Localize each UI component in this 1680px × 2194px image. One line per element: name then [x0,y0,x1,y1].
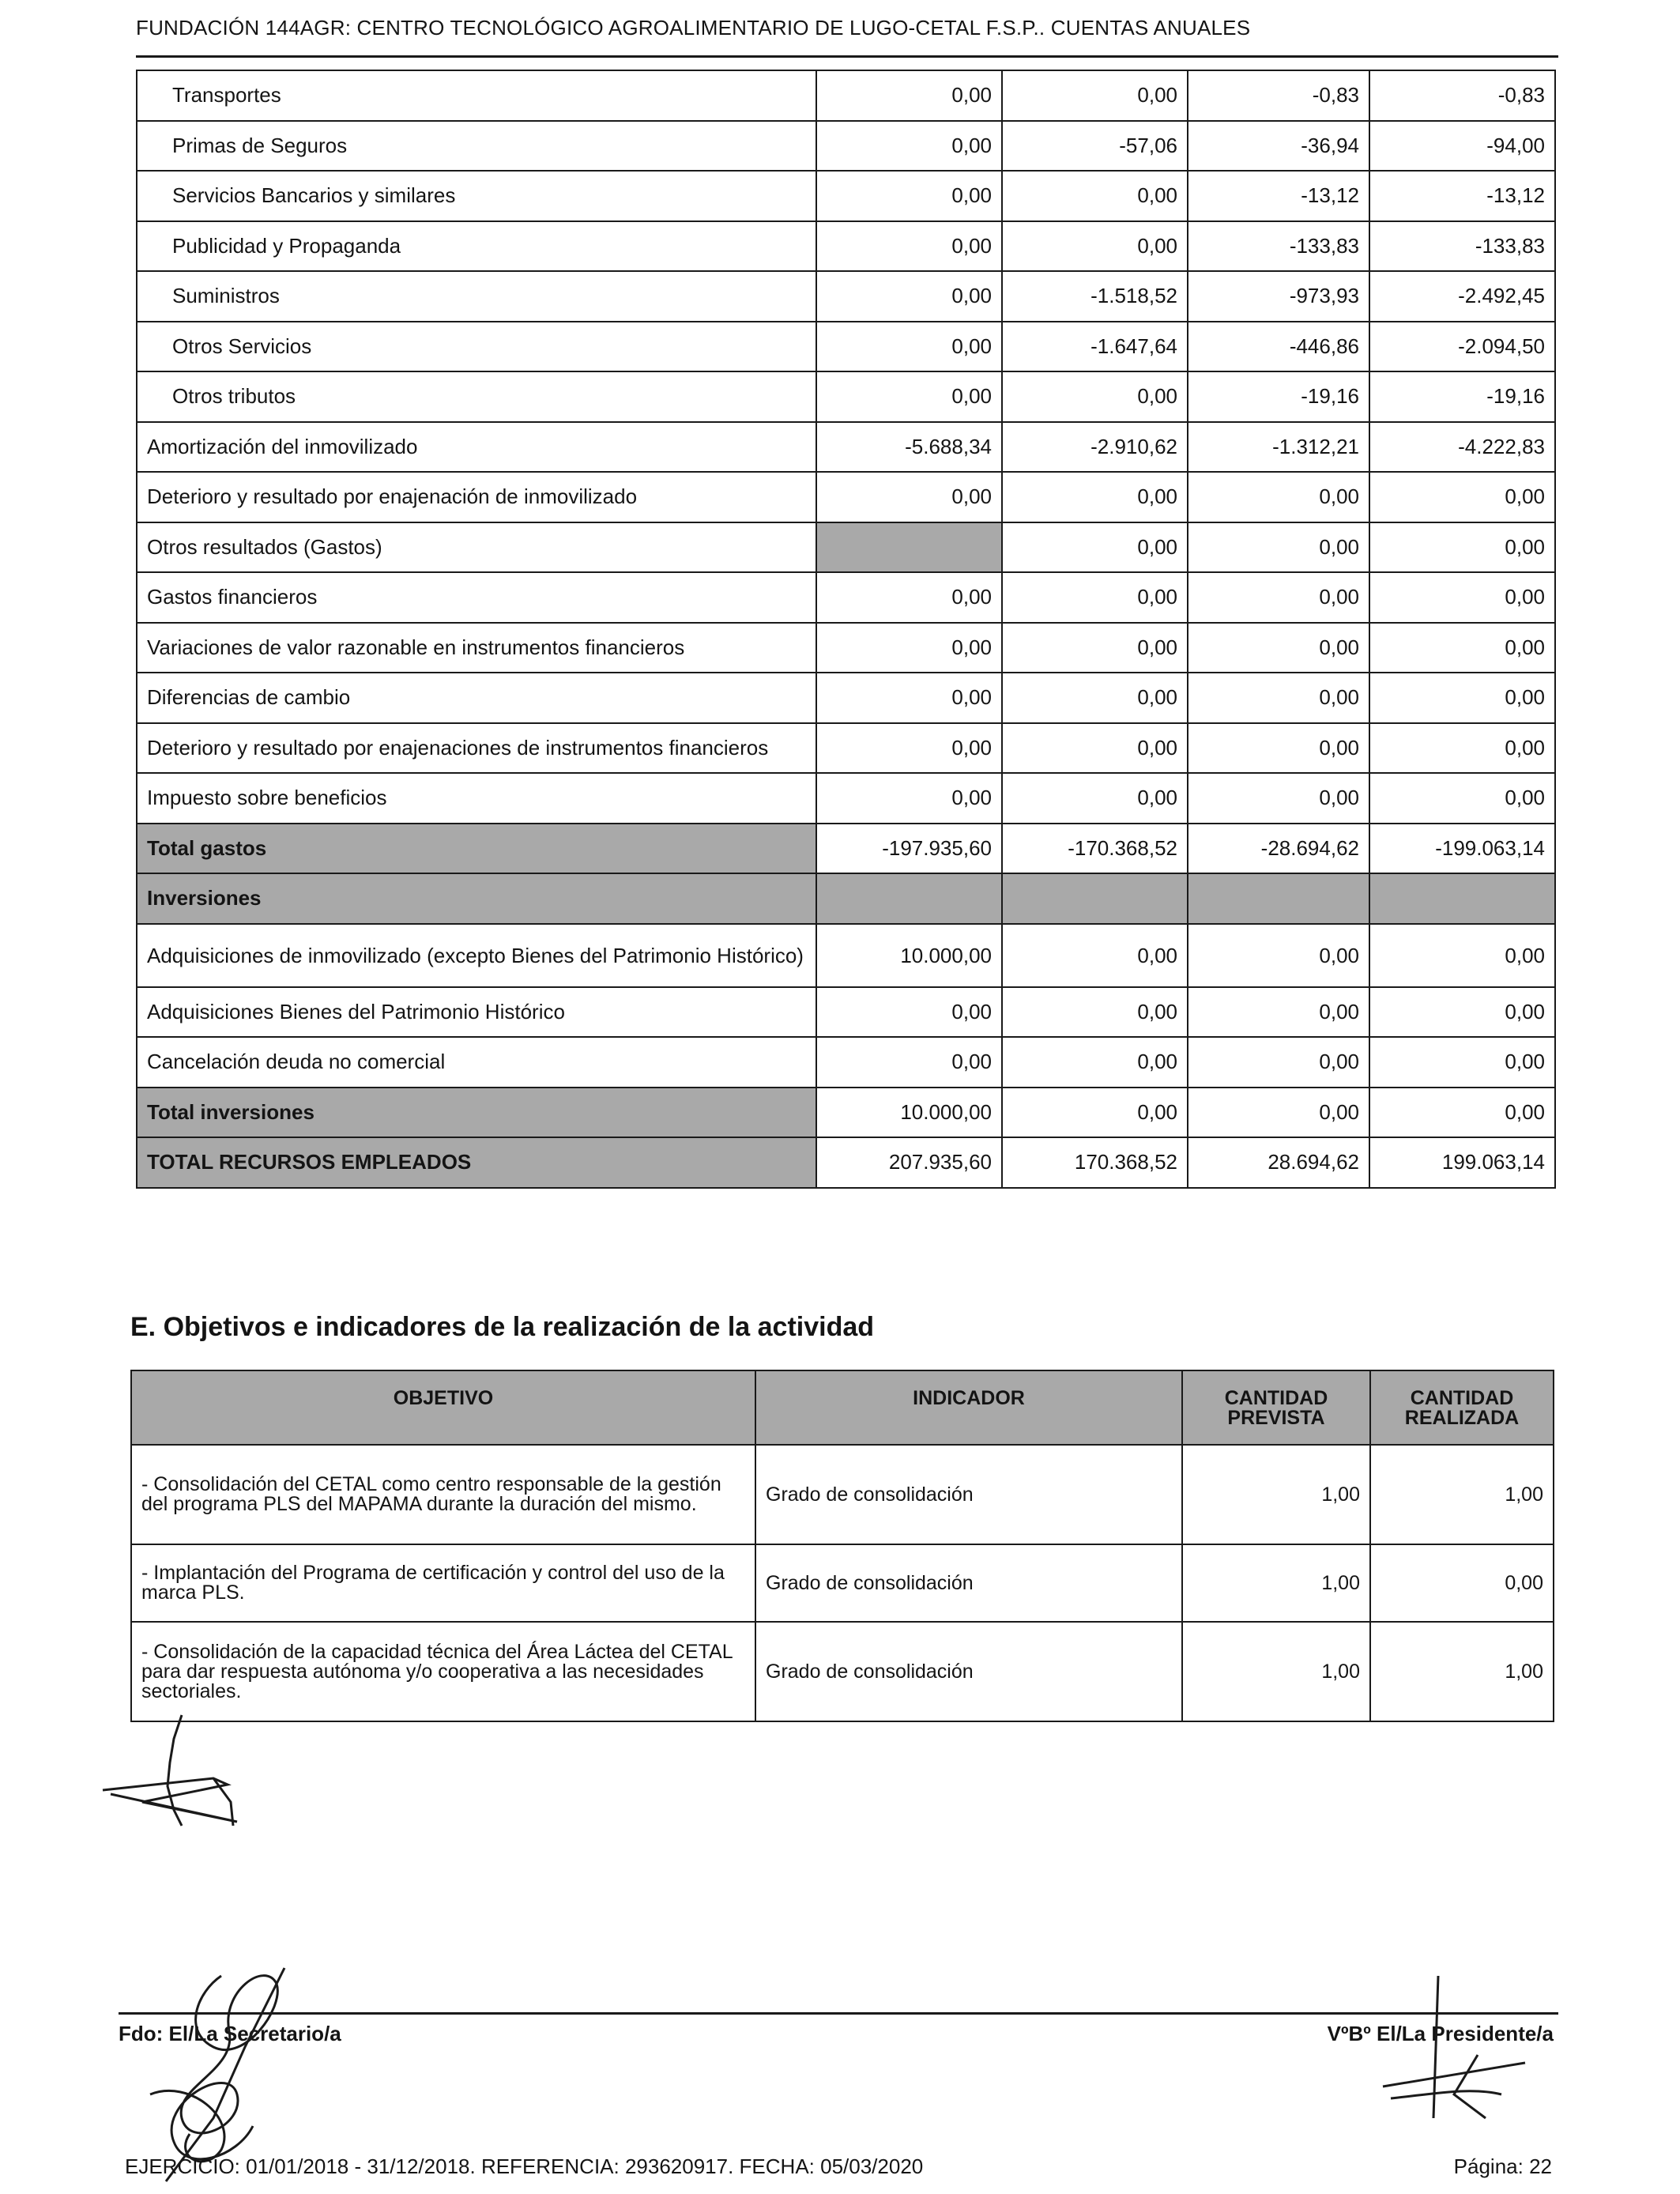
budget-value-col-1: 0,00 [816,322,1002,372]
budget-row-label: Total gastos [137,824,816,874]
budget-row-label: Otros tributos [137,371,816,422]
budget-value-col-3: 0,00 [1188,773,1369,824]
budget-value-col-3: 0,00 [1188,673,1369,723]
footer-reference: EJERCICIO: 01/01/2018 - 31/12/2018. REFERENCIA: 293620917. FECHA: 05/03/2020 [125,2154,924,2178]
budget-value-col-1: -197.935,60 [816,824,1002,874]
budget-value-col-2: 0,00 [1002,522,1188,573]
budget-value-col-4: -0,83 [1369,70,1555,121]
budget-value-col-1: 10.000,00 [816,924,1002,987]
budget-value-col-3: 0,00 [1188,1088,1369,1138]
budget-value-col-4: 0,00 [1369,522,1555,573]
signature-mark-left [95,1715,253,1834]
header-cantidad-realizada: CANTIDAD REALIZADA [1370,1370,1554,1445]
budget-row [137,522,1555,573]
header-rule [136,55,1558,58]
budget-value-col-1: 0,00 [816,271,1002,322]
budget-value-col-4: -13,12 [1369,171,1555,221]
budget-value-col-2: 0,00 [1002,1037,1188,1088]
budget-value-col-4: -94,00 [1369,121,1555,172]
budget-value-col-4: 0,00 [1369,472,1555,522]
objective-indicador: Grado de consolidación [755,1445,1182,1544]
budget-row-label: Transportes [137,70,816,121]
budget-row-label: Deterioro y resultado por enajenación de inmovilizado [137,472,816,522]
section-e-title: E. Objetivos e indicadores de la realización de la actividad [130,1312,875,1342]
objective-realizada: 1,00 [1370,1622,1554,1721]
budget-row [137,271,1555,322]
objective-row [131,1445,1554,1544]
budget-value-col-3: -0,83 [1188,70,1369,121]
budget-row [137,623,1555,673]
budget-row-label: Publicidad y Propaganda [137,221,816,272]
budget-value-col-4: 0,00 [1369,987,1555,1038]
budget-value-col-4: 0,00 [1369,924,1555,987]
budget-value-col-3: 28.694,62 [1188,1137,1369,1188]
budget-value-col-2: 0,00 [1002,723,1188,774]
budget-value-col-3: 0,00 [1188,924,1369,987]
signature-president [1375,1976,1533,2126]
budget-value-col-4: 0,00 [1369,723,1555,774]
budget-value-col-4: 0,00 [1369,1088,1555,1138]
budget-value-col-3: -1.312,21 [1188,422,1369,473]
budget-row [137,422,1555,473]
budget-value-col-2: 0,00 [1002,171,1188,221]
budget-value-col-4: -2.094,50 [1369,322,1555,372]
budget-value-col-1: 0,00 [816,472,1002,522]
objective-prevista: 1,00 [1182,1445,1370,1544]
objective-indicador: Grado de consolidación [755,1544,1182,1622]
budget-value-col-3: -13,12 [1188,171,1369,221]
header-cantidad-prevista: CANTIDAD PREVISTA [1182,1370,1370,1445]
budget-value-col-3: 0,00 [1188,723,1369,774]
budget-value-col-3: -36,94 [1188,121,1369,172]
budget-value-col-2: -57,06 [1002,121,1188,172]
budget-row [137,1137,1555,1188]
budget-value-col-2: 0,00 [1002,623,1188,673]
budget-value-col-1 [816,522,1002,573]
budget-value-col-3: 0,00 [1188,572,1369,623]
budget-value-col-4: 0,00 [1369,623,1555,673]
budget-value-col-3: 0,00 [1188,522,1369,573]
budget-row [137,824,1555,874]
budget-row [137,673,1555,723]
budget-value-col-3: -446,86 [1188,322,1369,372]
budget-row-label: Servicios Bancarios y similares [137,171,816,221]
objectives-header-row [131,1370,1554,1445]
objective-realizada: 1,00 [1370,1445,1554,1544]
objective-row [131,1544,1554,1622]
budget-value-col-2: 0,00 [1002,371,1188,422]
objective-realizada: 0,00 [1370,1544,1554,1622]
budget-row [137,924,1555,987]
budget-value-col-1: 0,00 [816,371,1002,422]
budget-value-col-2: -1.647,64 [1002,322,1188,372]
header-indicador: INDICADOR [755,1370,1182,1445]
objective-objetivo: - Implantación del Programa de certificación y control del uso de la marca PLS. [131,1544,755,1622]
budget-value-col-1: 0,00 [816,70,1002,121]
budget-row-label: Adquisiciones Bienes del Patrimonio Histórico [137,987,816,1038]
budget-value-col-2: 0,00 [1002,987,1188,1038]
budget-value-col-3: -133,83 [1188,221,1369,272]
president-signature-label: VºBº El/La Presidente/a [1327,2022,1554,2045]
budget-value-col-2: 0,00 [1002,924,1188,987]
budget-value-col-1: 0,00 [816,171,1002,221]
objective-objetivo: - Consolidación de la capacidad técnica del Área Láctea del CETAL para dar respuesta autónoma y/o cooperativa a las necesidades sectoriales. [131,1622,755,1721]
budget-value-col-4: 0,00 [1369,1037,1555,1088]
budget-row [137,773,1555,824]
budget-value-col-2 [1002,873,1188,924]
objective-prevista: 1,00 [1182,1622,1370,1721]
budget-value-col-1: 0,00 [816,221,1002,272]
budget-value-col-2: -170.368,52 [1002,824,1188,874]
budget-value-col-3: -19,16 [1188,371,1369,422]
budget-value-col-1: 0,00 [816,121,1002,172]
budget-row [137,987,1555,1038]
budget-row-label: Diferencias de cambio [137,673,816,723]
budget-value-col-1: 0,00 [816,987,1002,1038]
budget-row [137,322,1555,372]
budget-row [137,171,1555,221]
budget-value-col-2: 0,00 [1002,572,1188,623]
budget-row-label: Gastos financieros [137,572,816,623]
budget-value-col-3: -28.694,62 [1188,824,1369,874]
page-number: Página: 22 [1453,2154,1552,2178]
budget-row-label: TOTAL RECURSOS EMPLEADOS [137,1137,816,1188]
budget-value-col-2: 0,00 [1002,673,1188,723]
budget-value-col-1: -5.688,34 [816,422,1002,473]
budget-row-label: Otros Servicios [137,322,816,372]
budget-row-label: Adquisiciones de inmovilizado (excepto Bienes del Patrimonio Histórico) [137,924,816,987]
budget-value-col-4: -133,83 [1369,221,1555,272]
budget-row-label: Suministros [137,271,816,322]
budget-row-label: Total inversiones [137,1088,816,1138]
budget-value-col-4: -199.063,14 [1369,824,1555,874]
budget-value-col-1: 0,00 [816,773,1002,824]
budget-value-col-3: -973,93 [1188,271,1369,322]
budget-row-label: Inversiones [137,873,816,924]
budget-value-col-2: 0,00 [1002,1088,1188,1138]
budget-value-col-1: 0,00 [816,623,1002,673]
budget-row [137,121,1555,172]
budget-table [136,70,1556,1189]
budget-value-col-1: 207.935,60 [816,1137,1002,1188]
budget-value-col-4: 199.063,14 [1369,1137,1555,1188]
budget-value-col-3: 0,00 [1188,1037,1369,1088]
budget-value-col-4: -19,16 [1369,371,1555,422]
budget-value-col-4: 0,00 [1369,773,1555,824]
budget-row [137,70,1555,121]
budget-row [137,221,1555,272]
objectives-table [130,1370,1554,1722]
budget-row [137,723,1555,774]
budget-value-col-1: 10.000,00 [816,1088,1002,1138]
budget-row [137,371,1555,422]
budget-row-label: Primas de Seguros [137,121,816,172]
budget-row-label: Otros resultados (Gastos) [137,522,816,573]
budget-value-col-4 [1369,873,1555,924]
budget-value-col-1: 0,00 [816,673,1002,723]
objective-row [131,1622,1554,1721]
budget-row [137,873,1555,924]
budget-value-col-4: 0,00 [1369,673,1555,723]
page-header-title: FUNDACIÓN 144AGR: CENTRO TECNOLÓGICO AGROALIMENTARIO DE LUGO-CETAL F.S.P.. CUENTAS ANUALES [136,16,1251,40]
budget-value-col-3: 0,00 [1188,987,1369,1038]
objective-prevista: 1,00 [1182,1544,1370,1622]
budget-row-label: Cancelación deuda no comercial [137,1037,816,1088]
budget-value-col-2: -1.518,52 [1002,271,1188,322]
budget-value-col-2: 0,00 [1002,221,1188,272]
header-objetivo: OBJETIVO [131,1370,755,1445]
budget-value-col-3: 0,00 [1188,623,1369,673]
budget-value-col-2: 0,00 [1002,472,1188,522]
budget-row-label: Variaciones de valor razonable en instrumentos financieros [137,623,816,673]
budget-value-col-1: 0,00 [816,723,1002,774]
budget-value-col-4: 0,00 [1369,572,1555,623]
budget-value-col-2: -2.910,62 [1002,422,1188,473]
budget-row [137,1088,1555,1138]
footer-rule [119,2012,1558,2015]
budget-value-col-3 [1188,873,1369,924]
budget-row [137,1037,1555,1088]
budget-row [137,572,1555,623]
budget-value-col-2: 0,00 [1002,773,1188,824]
budget-value-col-2: 170.368,52 [1002,1137,1188,1188]
budget-value-col-4: -2.492,45 [1369,271,1555,322]
budget-value-col-1: 0,00 [816,572,1002,623]
budget-value-col-1: 0,00 [816,1037,1002,1088]
secretary-signature-label: Fdo: El/La Secretario/a [119,2022,341,2045]
budget-row [137,472,1555,522]
objective-objetivo: - Consolidación del CETAL como centro responsable de la gestión del programa PLS del MAPAMA durante la duración del mismo. [131,1445,755,1544]
budget-row-label: Deterioro y resultado por enajenaciones de instrumentos financieros [137,723,816,774]
objective-indicador: Grado de consolidación [755,1622,1182,1721]
budget-row-label: Impuesto sobre beneficios [137,773,816,824]
budget-row-label: Amortización del inmovilizado [137,422,816,473]
budget-value-col-3: 0,00 [1188,472,1369,522]
budget-value-col-4: -4.222,83 [1369,422,1555,473]
budget-value-col-2: 0,00 [1002,70,1188,121]
budget-value-col-1 [816,873,1002,924]
